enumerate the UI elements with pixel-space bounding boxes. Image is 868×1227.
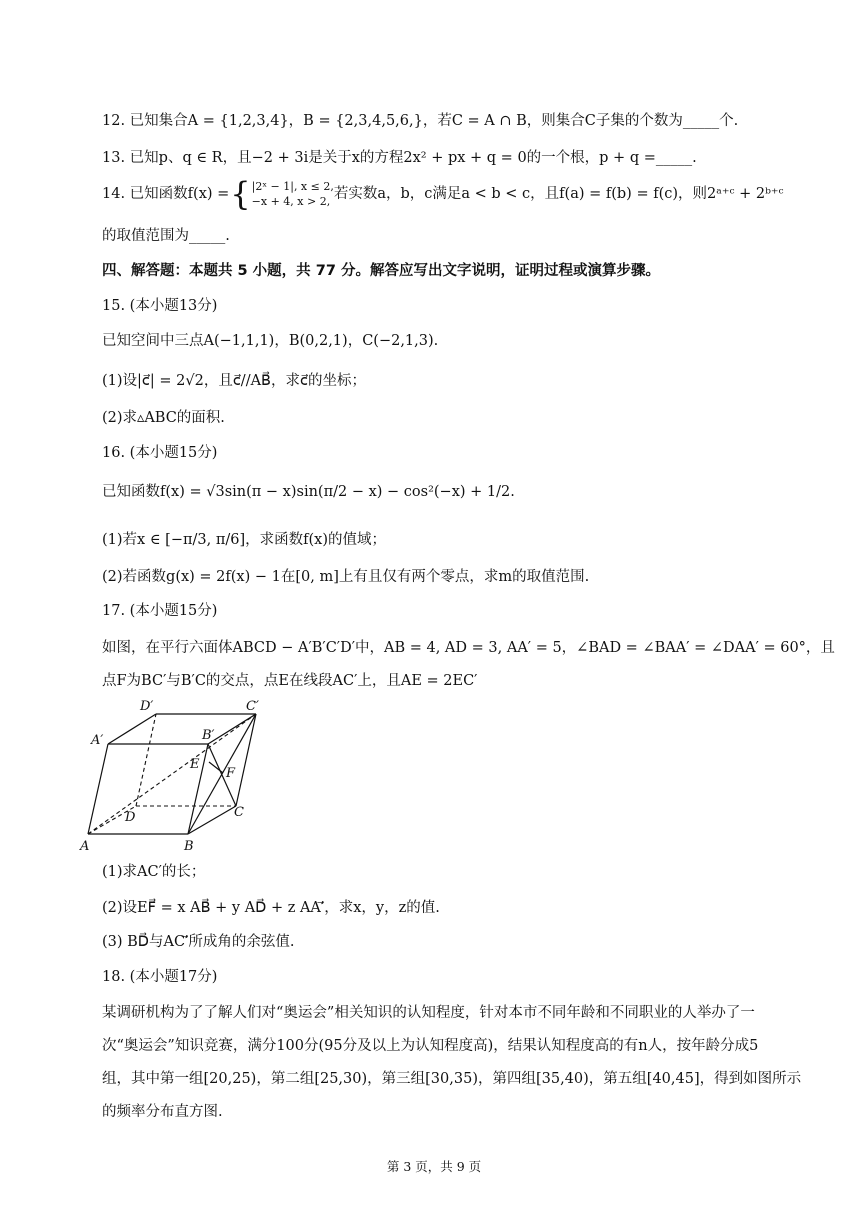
question-17-stem-1: 如图，在平行六面体ABCD − A′B′C′D′中，AB = 4, AD = 3, AA′ = 5，∠BAD = ∠BAA′ = ∠DAA′ = 60°，且 bbox=[102, 640, 835, 656]
section-heading: 四、解答题：本题共 5 小题，共 77 分。解答应写出文字说明，证明过程或演算步骤。 bbox=[102, 263, 660, 279]
question-17-stem-2: 点F为BC′与B′C的交点，点E在线段AC′上，且AE = 2EC′ bbox=[102, 673, 478, 689]
edge-BC bbox=[188, 806, 236, 834]
question-17-part1: (1)求AC′的长； bbox=[102, 864, 206, 880]
label-A: A bbox=[80, 839, 90, 854]
question-16-part2: (2)若函数g(x) = 2f(x) − 1在[0, m]上有且仅有两个零点，求m的取值范围. bbox=[102, 569, 590, 585]
question-14-line2: 的取值范围为_____. bbox=[102, 228, 230, 244]
parallelepiped-diagram bbox=[78, 694, 278, 854]
parallelepiped-figure bbox=[78, 694, 278, 854]
question-17-part2: (2)设EF⃗ = x AB⃗ + y AD⃗ + z AA′⃗，求x，y，z的值. bbox=[102, 900, 440, 916]
label-C: C bbox=[234, 805, 244, 820]
question-15-stem: 已知空间中三点A(−1,1,1)，B(0,2,1)，C(−2,1,3). bbox=[102, 333, 439, 349]
question-16-stem: 已知函数f(x) = √3sin(π − x)sin(π/2 − x) − cos²(−x) + 1/2. bbox=[102, 484, 515, 500]
label-C-prime: C′ bbox=[246, 699, 259, 714]
piece-1: |2ˣ − 1|, x ≤ 2, bbox=[251, 180, 334, 193]
question-15-head: 15. (本小题13分) bbox=[102, 298, 218, 314]
edge-CC1 bbox=[236, 714, 256, 806]
question-13: 13. 已知p、q ∈ R，且−2 + 3i是关于x的方程2x² + px + q = 0的一个根，p + q =_____. bbox=[102, 150, 697, 166]
question-16-head: 16. (本小题15分) bbox=[102, 445, 218, 461]
question-18-head: 18. (本小题17分) bbox=[102, 969, 218, 985]
piecewise-cases bbox=[252, 179, 334, 209]
question-18-stem-2: 次“奥运会”知识竞赛，满分100分(95分及以上为认知程度高)，结果认知程度高的有n人，按年龄分成5 bbox=[102, 1038, 759, 1054]
question-17-head: 17. (本小题15分) bbox=[102, 603, 218, 619]
label-B: B bbox=[184, 839, 194, 854]
brace: { bbox=[230, 175, 251, 213]
question-18-stem-1: 某调研机构为了了解人们对“奥运会”相关知识的认知程度，针对本市不同年龄和不同职业的人举办了一 bbox=[102, 1005, 755, 1021]
segment-EF bbox=[209, 762, 223, 773]
label-F: F bbox=[226, 766, 236, 781]
question-18-stem-4: 的频率分布直方图. bbox=[102, 1104, 223, 1120]
label-E: E bbox=[190, 757, 200, 772]
question-14-suffix: 若实数a，b，c满足a < b < c，且f(a) = f(b) = f(c)，则2ᵃ⁺ᶜ + 2ᵇ⁺ᶜ bbox=[333, 186, 784, 202]
question-17-part3: (3) BD⃗与AC′⃗所成角的余弦值. bbox=[102, 934, 295, 950]
page-footer: 第 3 页，共 9 页 bbox=[386, 1159, 482, 1174]
edge-AA1 bbox=[88, 744, 108, 834]
question-12: 12. 已知集合A = {1,2,3,4}，B = {2,3,4,5,6,}，若C = A ∩ B，则集合C子集的个数为_____个. bbox=[102, 113, 739, 129]
question-14-prefix: 14. 已知函数f(x) = bbox=[102, 186, 230, 202]
label-D: D bbox=[125, 810, 136, 825]
label-D-prime: D′ bbox=[140, 699, 154, 714]
question-15-part2: (2)求▵ABC的面积. bbox=[102, 410, 225, 426]
question-16-part1: (1)若x ∈ [−π/3, π/6]，求函数f(x)的值域； bbox=[102, 532, 386, 548]
edge-A1D1 bbox=[108, 714, 156, 744]
label-B-prime: B′ bbox=[202, 728, 215, 743]
label-A-prime: A′ bbox=[91, 733, 104, 748]
piece-2: −x + 4, x > 2, bbox=[251, 195, 331, 208]
question-18-stem-3: 组，其中第一组[20,25)，第二组[25,30)，第三组[30,35)，第四组[35,40)，第五组[40,45]，得到如图所示 bbox=[102, 1071, 802, 1087]
question-14 bbox=[102, 177, 784, 211]
question-15-part1: (1)设|c⃗| = 2√2，且c⃗//AB⃗，求c⃗的坐标； bbox=[102, 373, 366, 389]
